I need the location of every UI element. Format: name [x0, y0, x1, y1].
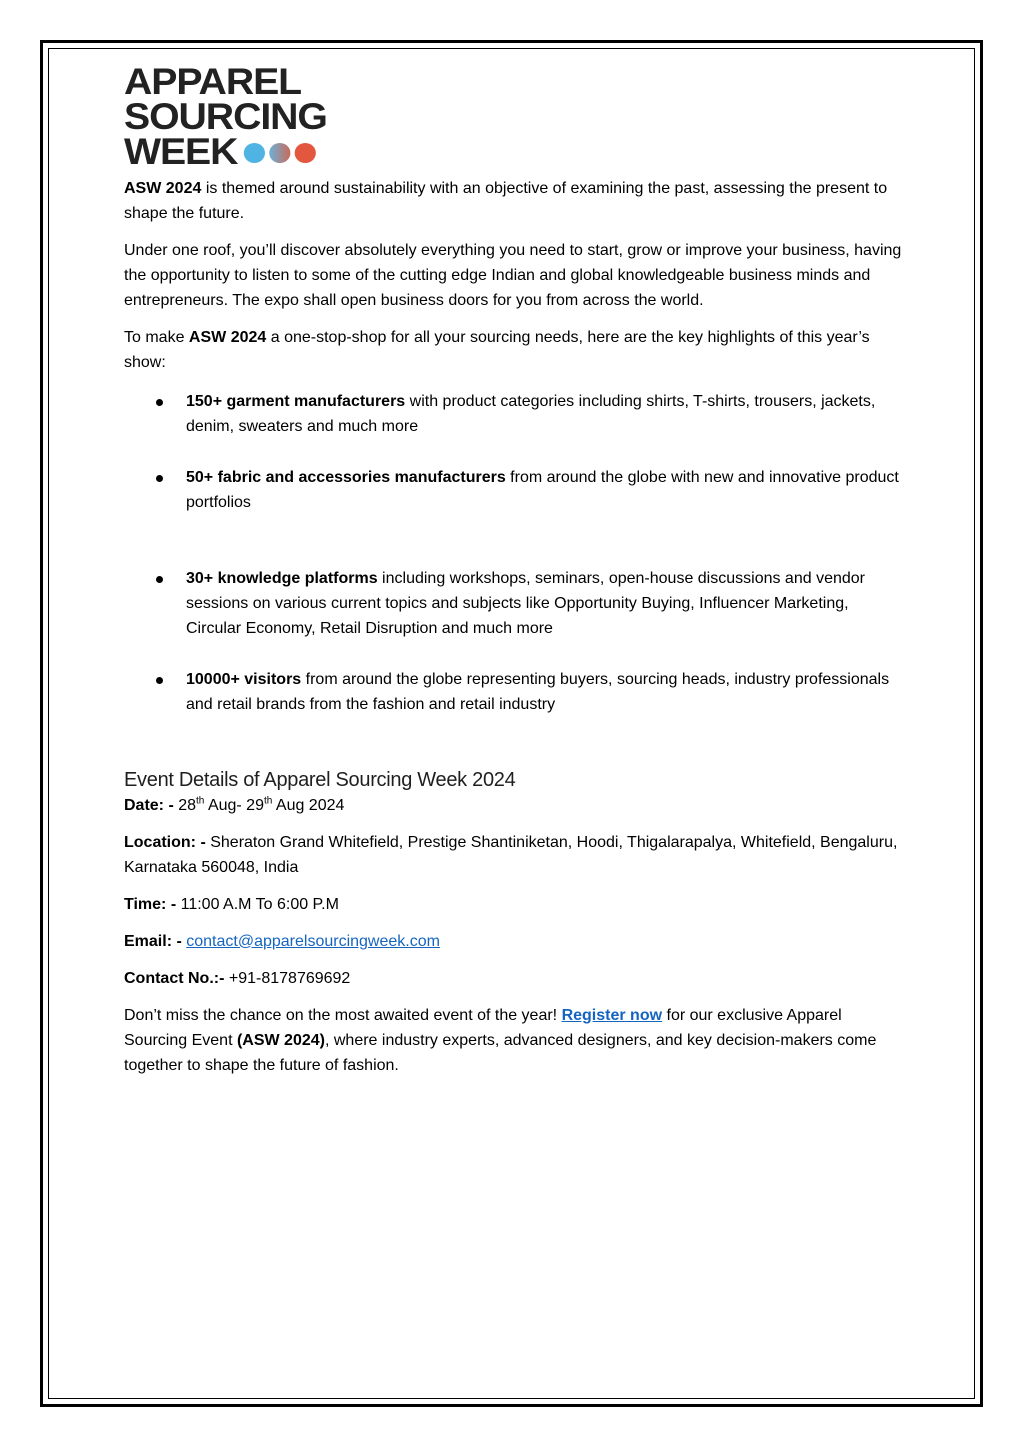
- list-item: [124, 667, 904, 717]
- highlight-bold: 10000+ visitors: [186, 670, 302, 688]
- para2-post: a one-stop-shop for all your sourcing needs, here are the key highlights of this year’s show:: [124, 328, 870, 371]
- intro-paragraph: [124, 176, 904, 226]
- bullet-icon: [156, 576, 163, 583]
- logo-dot-gradient: [269, 143, 290, 163]
- highlight-bold: 50+ fabric and accessories manufacturers: [186, 468, 506, 486]
- intro-text: is themed around sustainability with an objective of examining the past, assessing the present to shape the future.: [124, 179, 888, 222]
- register-now-link[interactable]: Register now: [561, 1006, 663, 1024]
- logo-line-3-text: WEEK: [124, 131, 238, 172]
- closing-paragraph: [124, 1003, 904, 1078]
- asw-logo: [124, 61, 951, 172]
- event-details-heading: Event Details of Apparel Sourcing Week 2024: [124, 768, 516, 791]
- highlight-text: with product categories including shirts, T-shirts, trousers, jackets, denim, sweaters and much more: [186, 392, 876, 435]
- bullet-icon: [156, 399, 163, 406]
- logo-dot-red: [295, 143, 316, 163]
- closing-pre: Don’t miss the chance on the most awaited event of the year!: [124, 1006, 562, 1024]
- bullet-icon: [156, 677, 163, 684]
- contact-value: +91-8178769692: [228, 969, 351, 987]
- logo-line-2: SOURCING: [124, 96, 327, 137]
- event-time: [124, 892, 904, 917]
- email-link[interactable]: contact@apparelsourcingweek.com: [186, 932, 440, 950]
- highlight-text: from around the globe representing buyers, sourcing heads, industry professionals and retail brands from the fashion and retail industry: [186, 670, 890, 713]
- logo-line-3: [124, 131, 951, 172]
- email-label: Email: -: [124, 932, 187, 950]
- list-item: [124, 465, 904, 515]
- date-day-1: 28: [178, 796, 197, 814]
- event-contact: [124, 966, 904, 991]
- list-item: [124, 566, 904, 641]
- list-item: [124, 389, 904, 439]
- closing-post: , where industry experts, advanced designers, and key decision-makers come together to shape the future of fashion.: [124, 1031, 877, 1074]
- logo-dot-blue: [244, 143, 265, 163]
- time-label: Time: -: [124, 895, 181, 913]
- highlight-text: from around the globe with new and innovative product portfolios: [186, 468, 899, 511]
- highlights-list: [124, 389, 904, 717]
- time-value: 11:00 A.M To 6:00 P.M: [180, 895, 339, 913]
- date-mid: Aug- 29: [204, 796, 264, 814]
- location-value: Sheraton Grand Whitefield, Prestige Shantiniketan, Hoodi, Thigalarapalya, Whitefield, Bengaluru, Karnataka 560048, India: [124, 833, 898, 876]
- highlight-bold: 150+ garment manufacturers: [186, 392, 406, 410]
- logo-dots: [244, 133, 320, 168]
- date-suffix-2: th: [263, 795, 273, 807]
- closing-mid: for our exclusive Apparel Sourcing Event: [124, 1006, 842, 1049]
- date-end: Aug 2024: [272, 796, 345, 814]
- intro-bold: ASW 2024: [124, 179, 202, 197]
- paragraph-highlights-intro: [124, 325, 904, 375]
- event-location: [124, 830, 904, 880]
- date-label: Date: -: [124, 796, 179, 814]
- highlight-bold: 30+ knowledge platforms: [186, 569, 378, 587]
- para2-bold: ASW 2024: [188, 328, 267, 346]
- closing-bold: (ASW 2024): [236, 1031, 325, 1049]
- event-date: [124, 793, 904, 818]
- para2-pre: To make: [124, 328, 189, 346]
- document-body: [124, 61, 904, 1078]
- event-email: [124, 929, 904, 954]
- bullet-icon: [156, 475, 163, 482]
- highlight-text: including workshops, seminars, open-house discussions and vendor sessions on various current topics and subjects like Opportunity Buying, Influencer Marketing, Circular Economy, Retail Disruption and much more: [186, 569, 865, 637]
- paragraph-under-one-roof: Under one roof, you’ll discover absolutely everything you need to start, grow or improve your business, having the opportunity to listen to some of the cutting edge Indian and global knowledgeable business minds and entrepreneurs. The expo shall open business doors for you from across the world.: [124, 241, 902, 309]
- date-suffix-1: th: [196, 795, 205, 807]
- contact-label: Contact No.:-: [124, 969, 229, 987]
- location-label: Location: -: [124, 833, 211, 851]
- logo-line-1: APPAREL: [124, 61, 302, 102]
